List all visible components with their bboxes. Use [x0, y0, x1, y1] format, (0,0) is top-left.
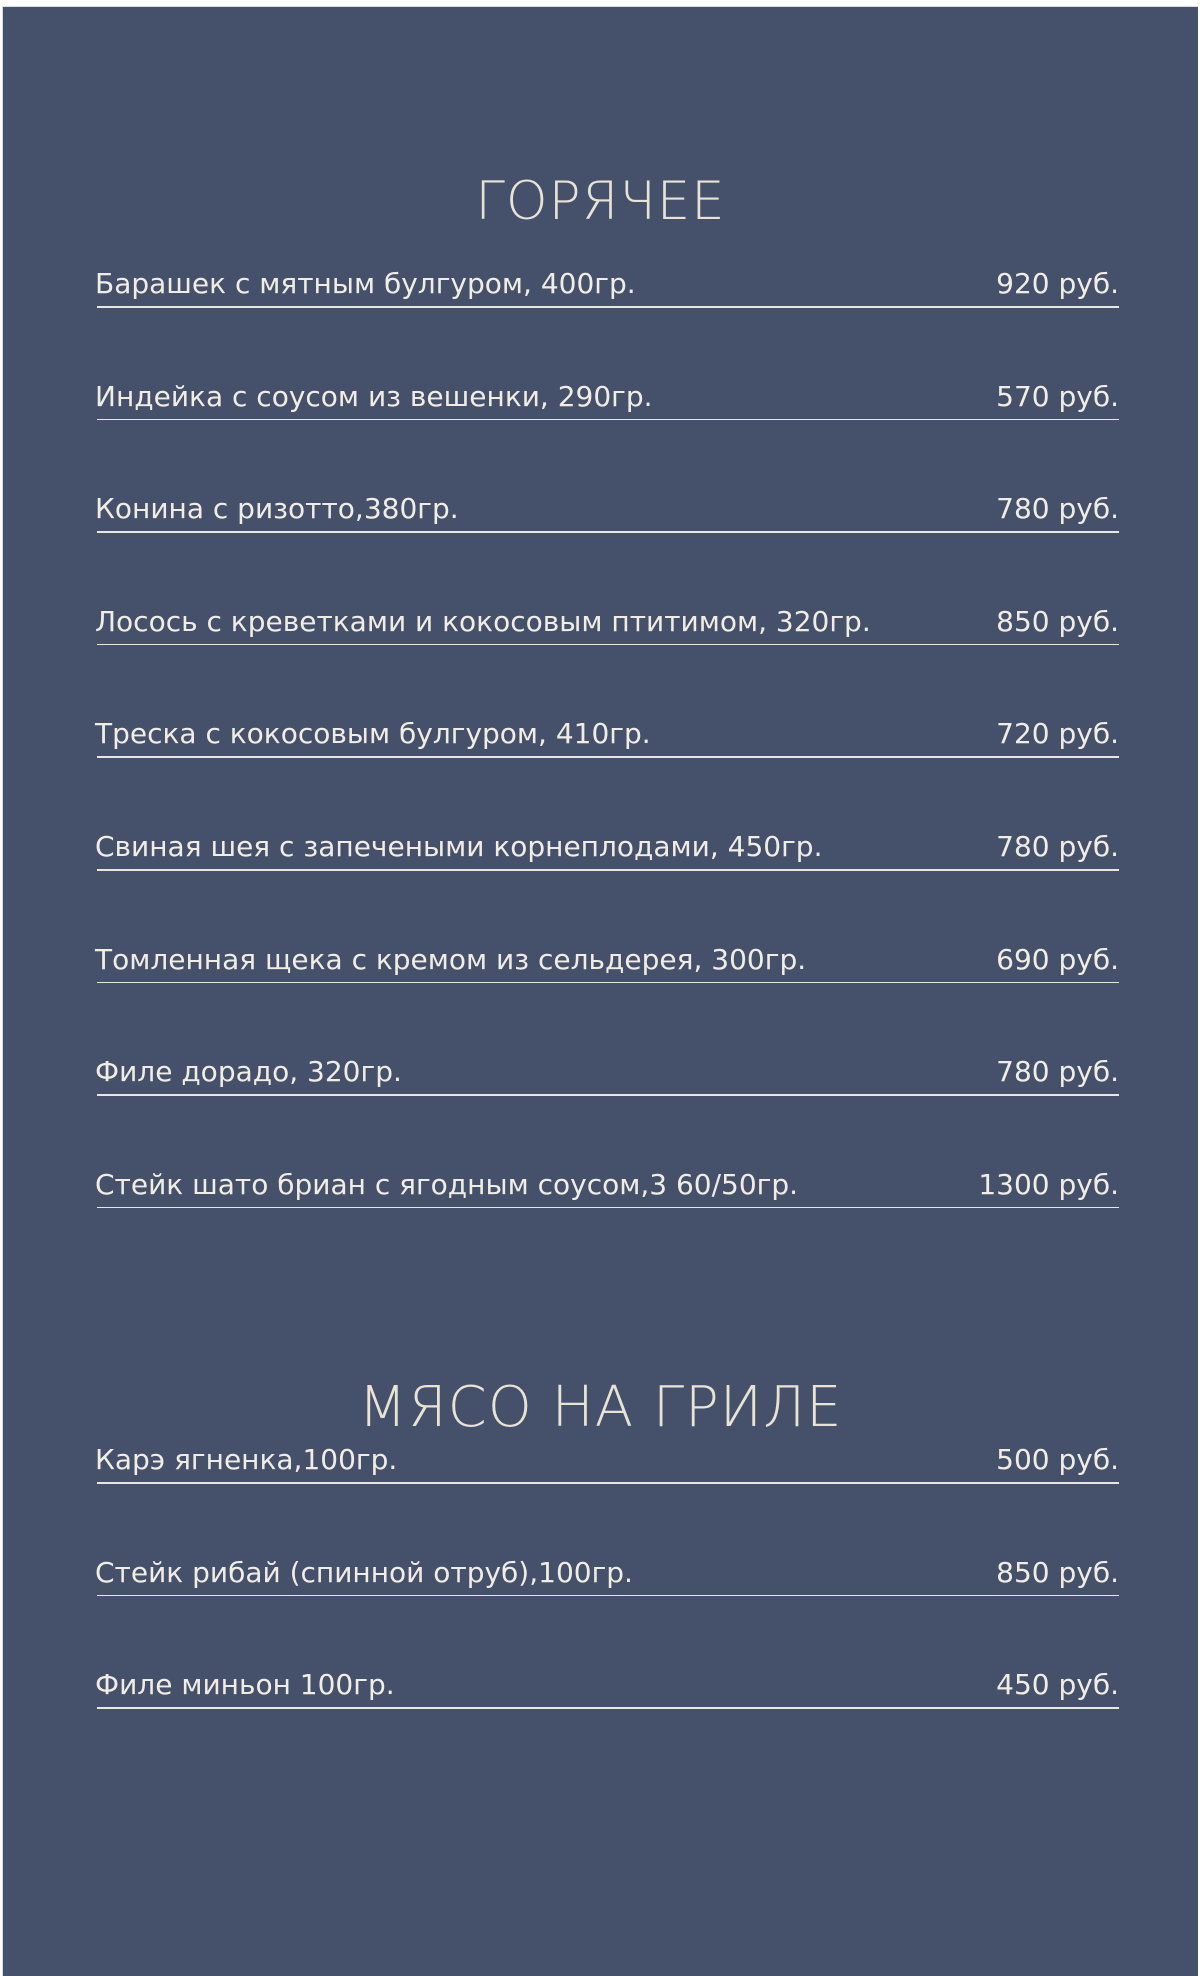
menu-item-name: Свиная шея с запечеными корнеплодами, 450гр.	[95, 829, 823, 863]
menu-item-price: 720 руб.	[996, 717, 1119, 751]
menu-item-ribeye	[95, 1548, 1119, 1661]
menu-item-filet-mignon	[95, 1660, 1119, 1773]
item-separator-line	[97, 419, 1119, 421]
item-separator-line	[97, 869, 1119, 871]
menu-item-lamb-rack	[95, 1435, 1119, 1548]
menu-item-name: Индейка с соусом из вешенки, 290гр.	[95, 379, 653, 413]
item-separator-line	[97, 756, 1119, 758]
menu-item-price: 780 руб.	[996, 1055, 1119, 1089]
item-separator-line	[97, 644, 1119, 646]
menu-item-price: 780 руб.	[996, 492, 1119, 526]
menu-item-price: 1300 руб.	[978, 1167, 1119, 1201]
section-title-hot: ГОРЯЧЕЕ	[475, 170, 726, 232]
item-separator-line	[97, 982, 1119, 984]
menu-item-name: Лосось с креветками и кокосовым птитимом, 320гр.	[95, 604, 871, 638]
menu-item-pork-neck	[95, 822, 1119, 935]
menu-item-name: Карэ ягненка,100гр.	[95, 1443, 398, 1476]
menu-item-turkey	[95, 372, 1119, 485]
menu-item-name: Стейк рибай (спинной отруб),100гр.	[95, 1555, 633, 1589]
menu-item-horse-meat	[95, 484, 1119, 597]
menu-item-name: Конина с ризотто,380гр.	[95, 492, 459, 526]
menu-item-name: Филе миньон 100гр.	[95, 1668, 395, 1702]
item-separator-line	[97, 1595, 1119, 1597]
item-separator-line	[97, 1707, 1119, 1709]
menu-page	[2, 6, 1198, 1976]
menu-item-price: 780 руб.	[996, 829, 1119, 863]
menu-item-chateaubriand	[95, 1160, 1119, 1273]
menu-item-cod	[95, 709, 1119, 822]
menu-item-dorado	[95, 1047, 1119, 1160]
menu-item-lamb-bulgur	[95, 259, 1119, 372]
menu-item-price: 850 руб.	[996, 604, 1119, 638]
item-separator-line	[97, 306, 1119, 308]
menu-item-name: Филе дорадо, 320гр.	[95, 1055, 402, 1089]
menu-item-price: 690 руб.	[996, 942, 1119, 976]
menu-item-price: 500 руб.	[996, 1443, 1119, 1476]
item-separator-line	[97, 1482, 1119, 1484]
menu-item-name: Барашек с мятным булгуром, 400гр.	[95, 267, 636, 300]
section-title-grill: МЯСО НА ГРИЛЕ	[358, 1375, 843, 1441]
menu-item-price: 570 руб.	[996, 379, 1119, 413]
menu-item-price: 920 руб.	[996, 267, 1119, 300]
menu-item-name: Томленная щека с кремом из сельдерея, 300гр.	[95, 942, 807, 976]
item-separator-line	[97, 531, 1119, 533]
menu-item-name: Треска с кокосовым булгуром, 410гр.	[95, 717, 651, 751]
item-separator-line	[97, 1207, 1119, 1209]
menu-item-braised-cheek	[95, 935, 1119, 1048]
grill-dishes-list	[95, 1435, 1119, 1773]
item-separator-line	[97, 1094, 1119, 1096]
menu-item-name: Стейк шато бриан с ягодным соусом,3 60/50гр.	[95, 1167, 799, 1201]
hot-dishes-list	[95, 259, 1119, 1272]
menu-item-price: 850 руб.	[996, 1555, 1119, 1589]
menu-item-salmon	[95, 597, 1119, 710]
menu-item-price: 450 руб.	[996, 1668, 1119, 1702]
